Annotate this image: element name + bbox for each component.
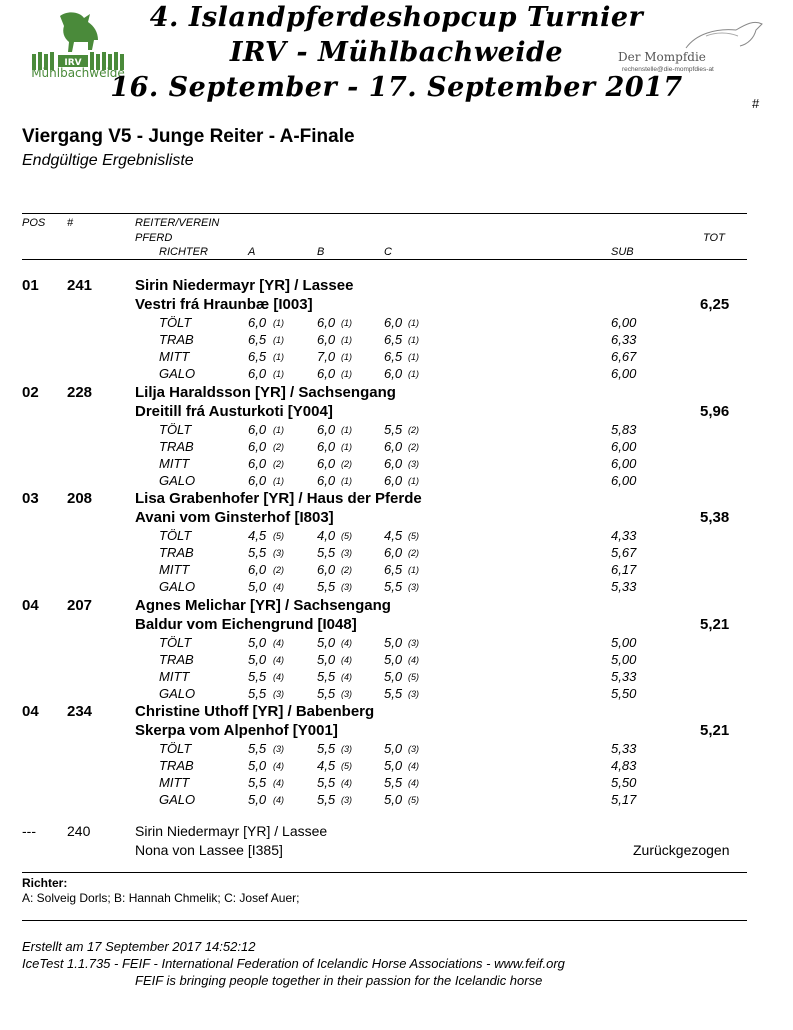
score-c: 5,5: [384, 579, 403, 594]
event-banner: [0, 0, 793, 115]
score-a: 6,5: [248, 332, 267, 347]
rank-a: (1): [273, 475, 284, 486]
score-b: 6,0: [317, 562, 336, 577]
banner-line-3: 16. September - 17. September 2017: [110, 72, 683, 103]
score-b: 6,0: [317, 332, 336, 347]
score-c: 5,0: [384, 668, 403, 684]
rank-a: (5): [273, 531, 284, 541]
rank-c: (1): [408, 369, 419, 379]
rank-a: (4): [273, 671, 284, 682]
rank-c: (3): [408, 744, 419, 754]
score-a: 5,0: [248, 758, 267, 773]
subtotal: 5,83: [611, 421, 637, 437]
rank-b: (2): [341, 458, 352, 469]
rank-b: (2): [341, 565, 352, 575]
score-a: 6,0: [248, 455, 267, 471]
score-b: 5,5: [317, 579, 336, 594]
rank-c: (1): [408, 475, 419, 486]
rank-a: (1): [273, 369, 284, 379]
gait-label: TÖLT: [159, 634, 192, 650]
withdrawn-num: 240: [67, 823, 91, 839]
rank-a: (2): [273, 565, 284, 575]
score-c: 4,5: [384, 528, 403, 543]
subtotal: 5,50: [611, 775, 637, 790]
header-rider: REITER/VEREIN: [135, 217, 220, 229]
withdrawn-rider: Sirin Niedermayr [YR] / Lassee: [135, 823, 328, 839]
entry-horse: Skerpa vom Alpenhof [Y001]: [135, 722, 338, 739]
gait-label: GALO: [159, 579, 196, 594]
rank-b: (1): [341, 318, 352, 328]
rank-c: (3): [408, 637, 419, 648]
rank-a: (4): [273, 795, 284, 805]
score-b: 7,0: [317, 349, 336, 364]
score-a: 5,0: [248, 651, 267, 667]
rank-b: (4): [341, 671, 352, 682]
score-row: [0, 473, 793, 490]
score-c: 6,0: [384, 455, 403, 471]
rank-b: (5): [341, 761, 352, 771]
score-a: 6,0: [248, 366, 267, 381]
gait-label: TÖLT: [159, 528, 192, 543]
score-c: 5,0: [384, 651, 403, 667]
gait-label: GALO: [159, 685, 196, 701]
score-a: 5,0: [248, 634, 267, 650]
header-tot: TOT: [703, 232, 725, 244]
score-row: [0, 332, 793, 349]
entry-number: 228: [67, 383, 93, 401]
entry-horse: Baldur vom Eichengrund [I048]: [135, 615, 357, 633]
score-c: 6,5: [384, 562, 403, 577]
logo-right-mail: rechenstelle@die-mompfdies-at: [622, 66, 714, 73]
rank-a: (3): [273, 548, 284, 558]
rank-b: (3): [341, 582, 352, 592]
rank-c: (3): [408, 688, 419, 699]
rank-b: (3): [341, 795, 352, 805]
score-a: 5,5: [248, 668, 267, 684]
score-row: [0, 652, 793, 669]
subtotal: 5,50: [611, 685, 637, 701]
gait-label: MITT: [159, 562, 190, 577]
banner-line-1: 4. Islandpferdeshopcup Turnier: [149, 2, 644, 33]
score-row: [0, 349, 793, 366]
gait-label: TÖLT: [159, 741, 192, 756]
score-a: 6,0: [248, 562, 267, 577]
banner-line-2: IRV - Mühlbachweide: [229, 37, 564, 68]
score-row: [0, 775, 793, 792]
subtotal: 5,00: [611, 651, 637, 667]
entry-total: 6,25: [700, 296, 730, 313]
rank-c: (1): [408, 335, 419, 345]
rank-c: (4): [408, 778, 419, 788]
rank-a: (4): [273, 654, 284, 665]
score-a: 6,0: [248, 472, 267, 488]
score-b: 5,5: [317, 775, 336, 790]
rank-a: (2): [273, 458, 284, 469]
score-row: [0, 545, 793, 562]
rank-b: (4): [341, 637, 352, 648]
score-row: [0, 792, 793, 809]
subtotal: 5,17: [611, 792, 637, 807]
score-row: [0, 686, 793, 703]
score-a: 5,0: [248, 579, 267, 594]
score-row: [0, 758, 793, 775]
score-b: 5,5: [317, 685, 336, 701]
score-b: 6,0: [317, 315, 336, 330]
entry-rider: Lilja Haraldsson [YR] / Sachsengang: [135, 383, 396, 401]
rank-b: (1): [341, 424, 352, 435]
header-sub: SUB: [611, 246, 634, 258]
entry-rider: Sirin Niedermayr [YR] / Lassee: [135, 277, 354, 294]
rank-c: (3): [408, 458, 419, 469]
rank-b: (5): [341, 531, 352, 541]
score-a: 6,5: [248, 349, 267, 364]
score-row: [0, 366, 793, 383]
rank-b: (1): [341, 369, 352, 379]
rank-a: (1): [273, 352, 284, 362]
score-row: [0, 579, 793, 596]
score-b: 6,0: [317, 438, 336, 454]
subtotal: 6,00: [611, 315, 637, 330]
entry-horse: Vestri frá Hraunbæ [I003]: [135, 296, 313, 313]
rank-b: (1): [341, 335, 352, 345]
header-b: B: [317, 246, 325, 258]
subtotal: 5,33: [611, 668, 637, 684]
score-a: 6,0: [248, 315, 267, 330]
entry-total: 5,21: [700, 722, 730, 739]
score-row: [0, 422, 793, 439]
gait-label: MITT: [159, 455, 190, 471]
entry-pos: 03: [22, 490, 39, 507]
gait-label: TRAB: [159, 758, 194, 773]
entry-pos: 01: [22, 277, 39, 294]
header-horse: PFERD: [135, 232, 173, 244]
score-row: [0, 635, 793, 652]
rank-c: (4): [408, 761, 419, 771]
judges-text: A: Solveig Dorls; B: Hannah Chmelik; C: Josef Auer;: [22, 891, 300, 905]
gait-label: TÖLT: [159, 315, 192, 330]
footer-created: Erstellt am 17 September 2017 14:52:12: [22, 939, 256, 954]
header-judge: RICHTER: [159, 246, 208, 258]
rank-a: (1): [273, 335, 284, 345]
header-num: #: [67, 217, 74, 229]
rank-c: (5): [408, 531, 419, 541]
score-row: [0, 456, 793, 473]
score-b: 6,0: [317, 455, 336, 471]
gait-label: TÖLT: [159, 421, 192, 437]
score-c: 5,0: [384, 634, 403, 650]
gait-label: TRAB: [159, 545, 194, 560]
score-a: 6,0: [248, 438, 267, 454]
judges-label: Richter:: [22, 876, 68, 890]
subtotal: 5,33: [611, 741, 637, 756]
entry-number: 241: [67, 277, 93, 294]
score-b: 6,0: [317, 421, 336, 437]
subtotal: 6,00: [611, 472, 637, 488]
subtotal: 5,00: [611, 634, 637, 650]
gait-label: GALO: [159, 792, 196, 807]
score-c: 6,0: [384, 472, 403, 488]
page-title: Viergang V5 - Junge Reiter - A-Finale: [22, 126, 355, 147]
subtotal: 5,33: [611, 579, 637, 594]
score-b: 4,5: [317, 758, 336, 773]
rank-b: (3): [341, 548, 352, 558]
score-c: 5,5: [384, 685, 403, 701]
score-a: 5,5: [248, 685, 267, 701]
score-row: [0, 741, 793, 758]
subtotal: 6,00: [611, 366, 637, 381]
withdrawn-horse: Nona von Lassee [I385]: [135, 842, 283, 858]
score-row: [0, 562, 793, 579]
score-c: 6,0: [384, 438, 403, 454]
withdrawn-status: Zurückgezogen: [633, 842, 730, 858]
score-b: 6,0: [317, 472, 336, 488]
entry-total: 5,21: [700, 615, 730, 633]
score-b: 5,5: [317, 545, 336, 560]
score-c: 6,5: [384, 349, 403, 364]
score-row: [0, 439, 793, 456]
rank-a: (3): [273, 688, 284, 699]
footer-software: IceTest 1.1.735 - FEIF - International Federation of Icelandic Horse Associations - www.feif.org: [22, 956, 565, 971]
judges-top-rule: [22, 872, 747, 873]
rank-c: (2): [408, 441, 419, 452]
horse-sketch-logo-icon: [616, 14, 766, 84]
score-a: 5,5: [248, 775, 267, 790]
score-c: 6,0: [384, 315, 403, 330]
rank-b: (3): [341, 688, 352, 699]
score-b: 4,0: [317, 528, 336, 543]
entry-rider: Agnes Melichar [YR] / Sachsengang: [135, 596, 391, 614]
gait-label: MITT: [159, 775, 190, 790]
entry-pos: 04: [22, 703, 39, 720]
subtotal: 4,33: [611, 528, 637, 543]
score-b: 5,0: [317, 634, 336, 650]
score-a: 5,5: [248, 545, 267, 560]
score-c: 5,5: [384, 421, 403, 437]
subtotal: 6,00: [611, 438, 637, 454]
entry-total: 5,96: [700, 402, 730, 420]
gait-label: GALO: [159, 366, 196, 381]
score-b: 5,5: [317, 792, 336, 807]
score-row: [0, 528, 793, 545]
subtotal: 5,67: [611, 545, 637, 560]
gait-label: TRAB: [159, 438, 194, 454]
score-row: [0, 315, 793, 332]
rank-b: (1): [341, 441, 352, 452]
footer-slogan: FEIF is bringing people together in their passion for the Icelandic horse: [135, 973, 543, 988]
rank-c: (3): [408, 582, 419, 592]
score-a: 4,5: [248, 528, 267, 543]
score-a: 5,5: [248, 741, 267, 756]
subtotal: 4,83: [611, 758, 637, 773]
rank-c: (5): [408, 795, 419, 805]
entry-horse: Dreitill frá Austurkoti [Y004]: [135, 402, 333, 420]
gait-label: TRAB: [159, 332, 194, 347]
header-pos: POS: [22, 217, 46, 229]
rank-b: (1): [341, 352, 352, 362]
header-bottom-rule: [22, 259, 747, 260]
score-c: 5,0: [384, 741, 403, 756]
withdrawn-pos: ---: [22, 823, 36, 839]
entry-number: 208: [67, 490, 93, 507]
entry-rider: Lisa Grabenhofer [YR] / Haus der Pferde: [135, 490, 422, 507]
rank-c: (1): [408, 352, 419, 362]
subtotal: 6,67: [611, 349, 637, 364]
rank-c: (2): [408, 548, 419, 558]
subtotal: 6,00: [611, 455, 637, 471]
entry-rider: Christine Uthoff [YR] / Babenberg: [135, 703, 375, 720]
entry-number: 207: [67, 596, 93, 614]
rank-a: (3): [273, 744, 284, 754]
rank-c: (5): [408, 671, 419, 682]
header-top-rule: [22, 213, 747, 214]
score-c: 6,0: [384, 545, 403, 560]
rank-a: (1): [273, 318, 284, 328]
score-b: 5,0: [317, 651, 336, 667]
rank-c: (2): [408, 424, 419, 435]
header-a: A: [248, 246, 256, 258]
score-row: [0, 669, 793, 686]
score-c: 5,5: [384, 775, 403, 790]
subtotal: 6,17: [611, 562, 637, 577]
rank-a: (4): [273, 582, 284, 592]
rank-a: (4): [273, 778, 284, 788]
score-b: 5,5: [317, 668, 336, 684]
subtotal: 6,33: [611, 332, 637, 347]
rank-a: (4): [273, 761, 284, 771]
score-a: 5,0: [248, 792, 267, 807]
rank-b: (4): [341, 654, 352, 665]
rank-b: (3): [341, 744, 352, 754]
footer-top-rule: [22, 920, 747, 921]
rank-c: (1): [408, 318, 419, 328]
rank-a: (4): [273, 637, 284, 648]
entry-number: 234: [67, 703, 93, 720]
gait-label: MITT: [159, 668, 190, 684]
score-b: 6,0: [317, 366, 336, 381]
score-c: 5,0: [384, 758, 403, 773]
rank-b: (1): [341, 475, 352, 486]
header-c: C: [384, 246, 392, 258]
page-subtitle: Endgültige Ergebnisliste: [22, 152, 194, 169]
entry-pos: 02: [22, 383, 39, 401]
logo-left-caption: Mühlbachweide: [31, 66, 125, 80]
gait-label: GALO: [159, 472, 196, 488]
score-a: 6,0: [248, 421, 267, 437]
score-c: 6,0: [384, 366, 403, 381]
gait-label: MITT: [159, 349, 190, 364]
score-c: 6,5: [384, 332, 403, 347]
logo-right-name: Der Mompfdie: [618, 50, 706, 64]
entry-total: 5,38: [700, 509, 730, 526]
score-b: 5,5: [317, 741, 336, 756]
svg-text:IRV: IRV: [64, 58, 82, 68]
hash-mark: #: [752, 96, 760, 111]
entry-pos: 04: [22, 596, 39, 614]
gait-label: TRAB: [159, 651, 194, 667]
rank-c: (4): [408, 654, 419, 665]
rank-c: (1): [408, 565, 419, 575]
entry-horse: Avani vom Ginsterhof [I803]: [135, 509, 334, 526]
rank-b: (4): [341, 778, 352, 788]
rank-a: (2): [273, 441, 284, 452]
score-c: 5,0: [384, 792, 403, 807]
rank-a: (1): [273, 424, 284, 435]
